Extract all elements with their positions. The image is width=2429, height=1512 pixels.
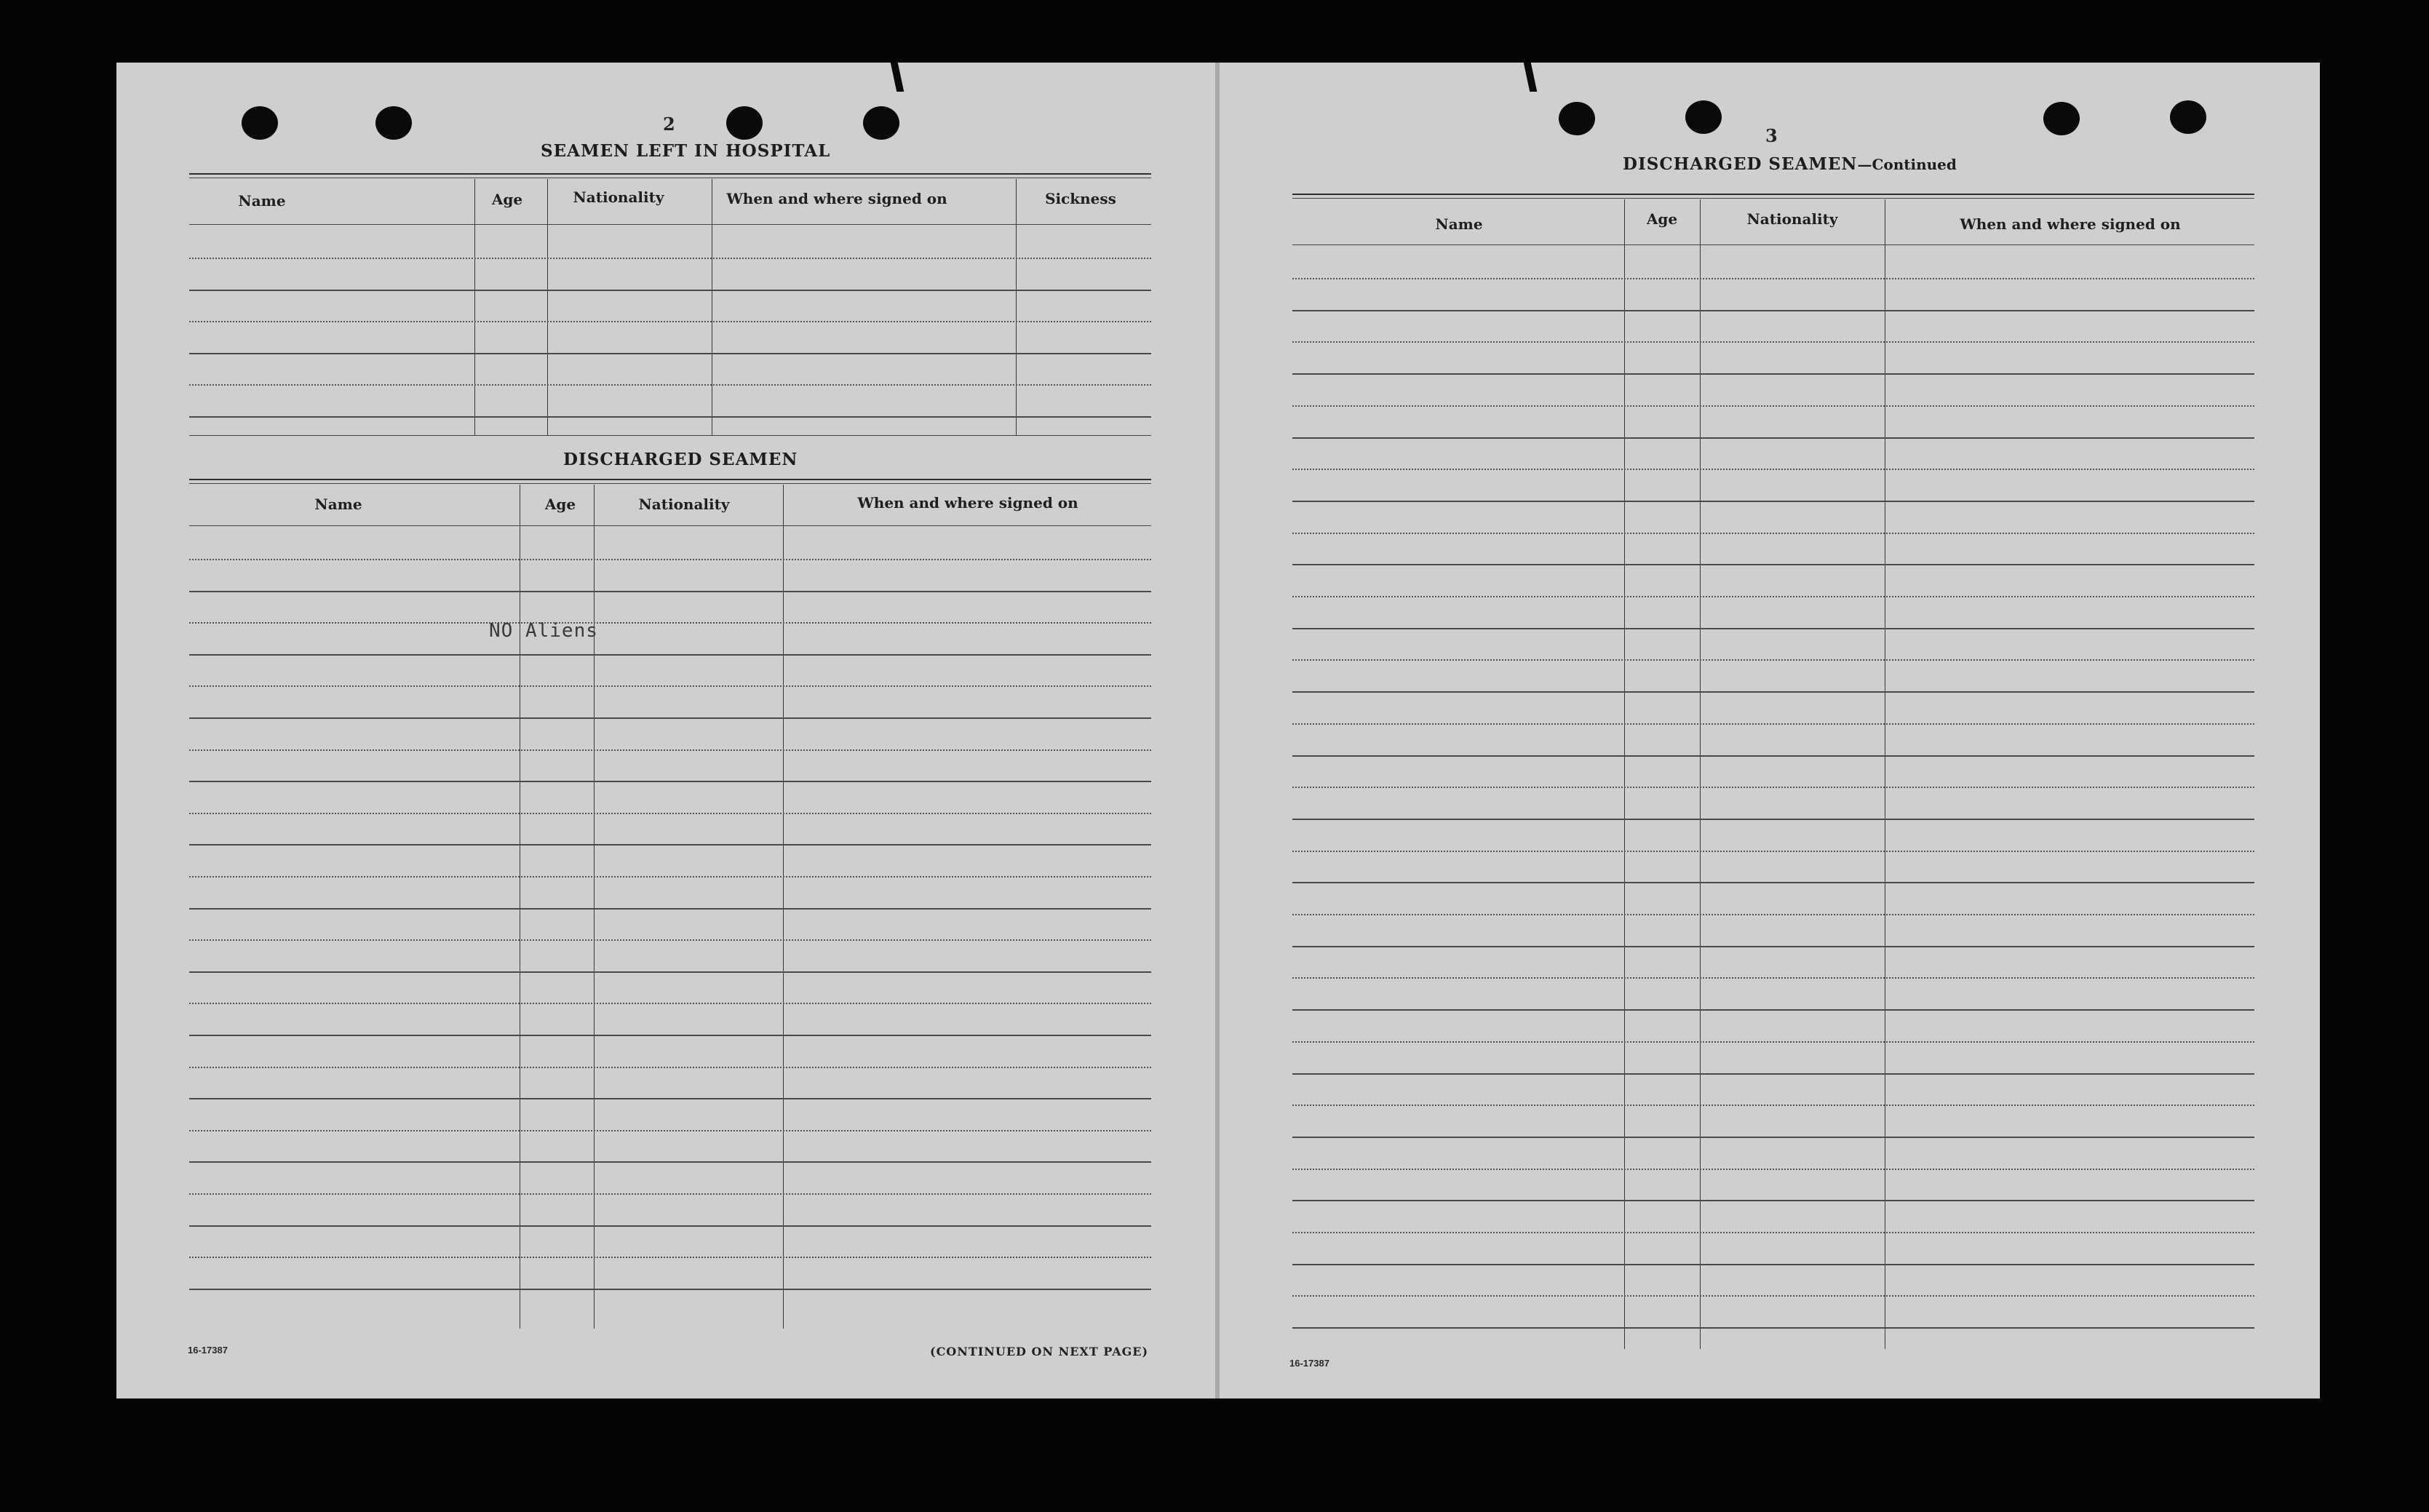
ruled-row-line — [1292, 914, 2254, 915]
column-header-sickness: Sickness — [1045, 190, 1116, 207]
ruled-row-line — [1292, 564, 2254, 565]
column-divider — [783, 485, 784, 1329]
ruled-row-line — [1292, 851, 2254, 852]
column-header-age: Age — [491, 191, 523, 208]
ruled-row-line — [189, 290, 1151, 291]
ruled-row-line — [1292, 596, 2254, 597]
ruled-row-line — [189, 813, 1151, 814]
binder-hole — [726, 106, 763, 140]
column-header-age: Age — [1646, 210, 1678, 228]
column-divider — [474, 179, 475, 435]
ruled-row-line — [1292, 1169, 2254, 1170]
ruled-row-line — [189, 622, 1151, 624]
ruled-row-line — [189, 781, 1151, 782]
form-code: 16-17387 — [188, 1345, 228, 1356]
right-page — [1220, 63, 2320, 1398]
form-code: 16-17387 — [1289, 1358, 1329, 1369]
ruled-row-line — [189, 844, 1151, 845]
ruled-row-line — [189, 591, 1151, 592]
ruled-row-line — [189, 1289, 1151, 1290]
column-header-signed-on: When and where signed on — [1960, 215, 2181, 233]
ruled-row-line — [1292, 501, 2254, 502]
ruled-row-line — [189, 939, 1151, 941]
ruled-row-line — [189, 654, 1151, 656]
table-top-border — [189, 479, 1151, 480]
ruled-row-line — [1292, 691, 2254, 693]
ruled-row-line — [189, 908, 1151, 910]
ruled-row-line — [189, 353, 1151, 354]
ruled-row-line — [189, 1035, 1151, 1036]
ruled-row-line — [189, 1098, 1151, 1099]
binder-hole — [863, 106, 899, 140]
left-page — [116, 63, 1217, 1398]
column-header-age: Age — [544, 496, 576, 513]
ruled-row-line — [1292, 882, 2254, 883]
column-header-signed-on: When and where signed on — [857, 494, 1078, 512]
ruled-row-line — [1292, 310, 2254, 311]
ruled-row-line — [1292, 533, 2254, 534]
ruled-row-line — [1292, 977, 2254, 979]
page-number: 3 — [1765, 125, 1778, 146]
column-divider — [1624, 199, 1625, 1349]
page-notch — [891, 63, 905, 92]
ruled-row-line — [189, 384, 1151, 386]
ruled-row-line — [1292, 659, 2254, 661]
ruled-row-line — [1292, 341, 2254, 343]
column-header-name: Name — [314, 496, 362, 513]
continued-note: (CONTINUED ON NEXT PAGE) — [930, 1345, 1149, 1358]
ruled-row-line — [1292, 723, 2254, 725]
binder-hole — [1559, 102, 1595, 135]
binder-hole — [2043, 102, 2080, 135]
right-title-suffix: —Continued — [1857, 156, 1957, 173]
right-title-text: DISCHARGED SEAMEN — [1623, 154, 1858, 174]
ruled-row-line — [1292, 1264, 2254, 1265]
ruled-row-line — [189, 1257, 1151, 1258]
column-divider — [547, 179, 548, 435]
ruled-row-line — [189, 258, 1151, 259]
table-top-border — [1292, 194, 2254, 195]
page-notch — [1524, 63, 1538, 92]
column-divider — [594, 485, 595, 1329]
ruled-row-line — [189, 1225, 1151, 1227]
column-header-nationality: Nationality — [638, 496, 730, 513]
ruled-row-line — [189, 876, 1151, 878]
ruled-row-line — [1292, 755, 2254, 757]
ruled-row-line — [1292, 405, 2254, 407]
ruled-row-line — [1292, 1041, 2254, 1043]
hospital-section-title: SEAMEN LEFT IN HOSPITAL — [541, 141, 831, 161]
ruled-row-line — [1292, 373, 2254, 375]
binder-hole — [1685, 100, 1722, 134]
column-divider — [1016, 179, 1017, 435]
ruled-row-line — [1292, 278, 2254, 279]
binder-hole — [2170, 100, 2206, 134]
right-section-title — [1623, 154, 1957, 174]
column-divider — [1700, 199, 1701, 1349]
table-top-border — [189, 173, 1151, 175]
ruled-row-line — [1292, 1073, 2254, 1075]
ruled-row-line — [1292, 437, 2254, 439]
ruled-row-line — [189, 749, 1151, 751]
ruled-row-line — [1292, 1295, 2254, 1297]
column-header-nationality: Nationality — [573, 188, 664, 206]
ruled-row-line — [1292, 1137, 2254, 1138]
ruled-row-line — [1292, 1009, 2254, 1011]
column-header-name: Name — [238, 192, 286, 210]
ruled-row-line — [1292, 946, 2254, 947]
ruled-row-line — [189, 559, 1151, 560]
binder-hole — [375, 106, 412, 140]
column-header-signed-on: When and where signed on — [726, 190, 947, 207]
ruled-row-line — [189, 416, 1151, 418]
ruled-row-line — [189, 321, 1151, 322]
discharged-section-title: DISCHARGED SEAMEN — [563, 450, 798, 469]
ruled-row-line — [1292, 787, 2254, 788]
ruled-row-line — [1292, 628, 2254, 629]
ruled-row-line — [189, 1130, 1151, 1131]
ruled-row-line — [189, 717, 1151, 719]
ruled-row-line — [189, 1067, 1151, 1068]
ruled-row-line — [189, 1161, 1151, 1163]
column-header-nationality: Nationality — [1746, 210, 1838, 228]
column-header-name: Name — [1435, 215, 1483, 233]
ruled-row-line — [1292, 819, 2254, 820]
ruled-row-line — [1292, 1327, 2254, 1329]
page-number: 2 — [663, 114, 675, 135]
ruled-row-line — [1292, 1200, 2254, 1201]
binder-hole — [242, 106, 278, 140]
ruled-row-line — [1292, 1105, 2254, 1106]
ruled-row-line — [1292, 1232, 2254, 1233]
ruled-row-line — [189, 971, 1151, 973]
ruled-row-line — [189, 1193, 1151, 1195]
ruled-row-line — [189, 685, 1151, 687]
ruled-row-line — [189, 1003, 1151, 1004]
ruled-row-line — [1292, 469, 2254, 470]
typed-entry: NO Aliens — [489, 620, 598, 642]
